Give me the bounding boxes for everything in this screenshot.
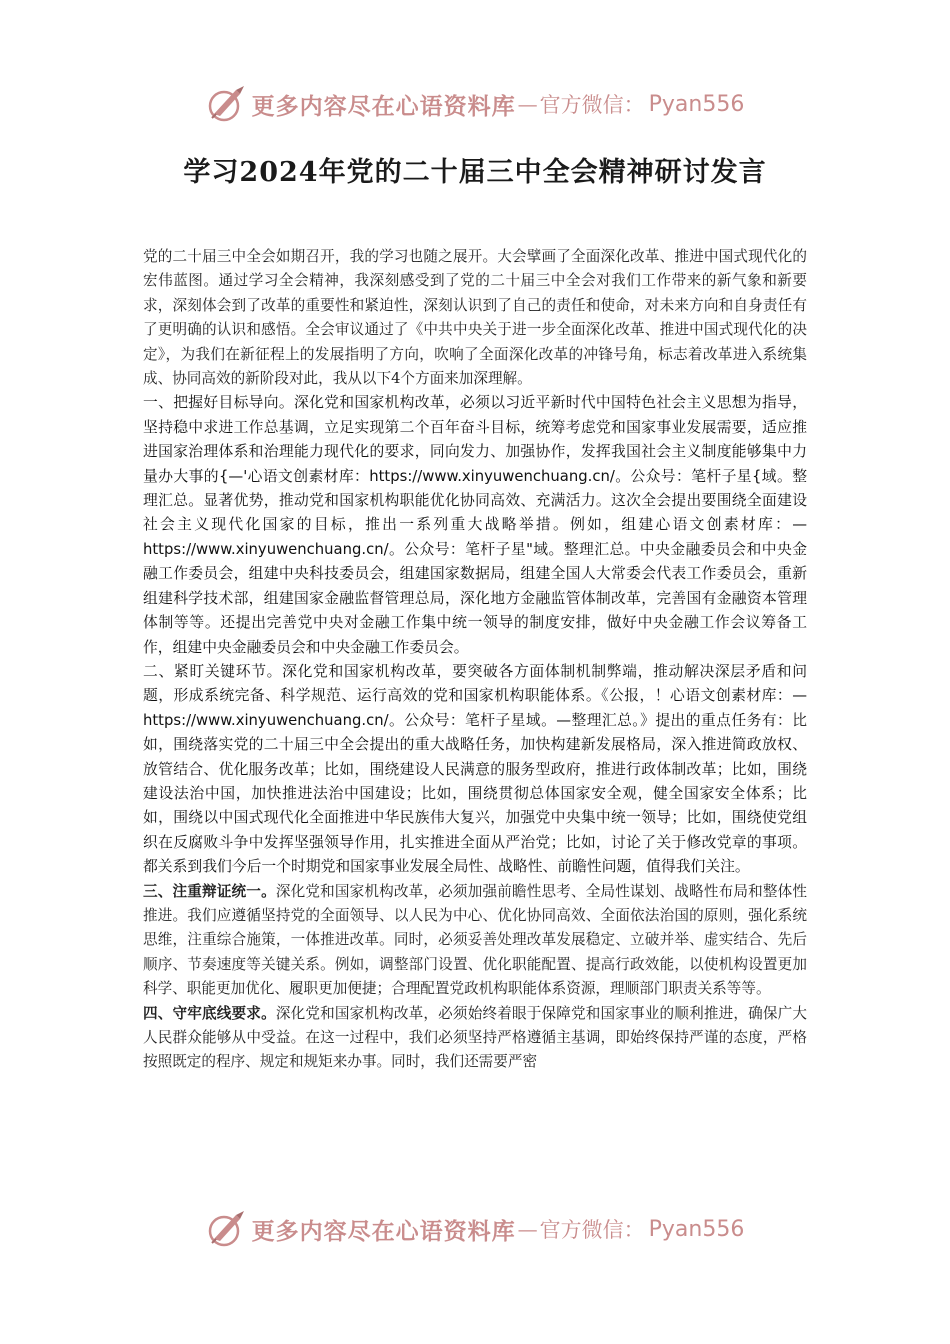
- section-3-body: 深化党和国家机构改革，必须加强前瞻性思考、全局性谋划、战略性布局和整体性推进。我们应遵循坚持党的全面领导、以人民为中心、优化协同高效、全面依法治国的原则，强化系统思维，注重综合施策，一体推进改革。同时，必须妥善处理改革发展稳定、立破并举、虚实结合、先后顺序、节奏速度等关键关系。例如，调整部门设置、优化职能配置、提高行政效能，以使机构设置更加科学、职能更加优化、履职更加便捷；合理配置党政机构职能体系资源，理顺部门职责关系等等。: [143, 882, 807, 998]
- banner-wechat-id: Pyan556: [648, 1216, 745, 1242]
- section-4-body: 深化党和国家机构改革，必须始终着眼于保障党和国家事业的顺利推进，确保广大人民群众能够从中受益。在这一过程中，我们必须坚持严格遵循主基调，即始终保持严谨的态度，严格按照既定的程序、规定和规矩来办事。同时，我们还需要严密: [143, 1004, 807, 1071]
- document-body: [143, 245, 807, 1075]
- quill-logo-icon: [206, 1209, 246, 1249]
- footer-banner: [0, 1207, 950, 1251]
- quill-logo-icon: [206, 84, 246, 124]
- section-4-heading: 四、守牢底线要求。: [143, 1004, 276, 1022]
- banner-text: 更多内容尽在心语资料库: [251, 1217, 516, 1245]
- section-3-heading: 三、注重辩证统一。: [143, 882, 276, 900]
- section-1-paragraph: 一、把握好目标导向。深化党和国家机构改革，必须以习近平新时代中国特色社会主义思想为指导，坚持稳中求进工作总基调，立足实现第二个百年奋斗目标，统筹考虑党和国家事业发展需要，适应推进国家治理体系和治理能力现代化的要求，同向发力、加强协作，发挥我国社会主义制度能够集中力量办大事的{—'心语文创素材库：https://www.xinyuwenchuang.cn/。公众号：笔杆子星{域。整理汇总。显著优势，推动党和国家机构职能优化协同高效、充满活力。这次全会提出要围绕全面建设社会主义现代化国家的目标，推出一系列重大战略举措。例如，组建心语文创素材库：—https://www.xinyuwenchuang.cn/。公众号：笔杆子星"域。整理汇总。中央金融委员会和中央金融工作委员会，组建中央科技委员会，组建国家数据局，组建全国人大常委会代表工作委员会，重新组建科学技术部，组建国家金融监督管理总局，深化地方金融监管体制改革，完善国有金融资本管理体制等等。还提出完善党中央对金融工作集中统一领导的制度安排，做好中央金融工作会议筹备工作，组建中央金融委员会和中央金融工作委员会。: [143, 394, 807, 656]
- banner-separator: —: [517, 1217, 538, 1241]
- banner-wechat-label: 官方微信：: [539, 93, 645, 117]
- banner-wechat-label: 官方微信：: [539, 1218, 645, 1242]
- banner-wechat-id: Pyan556: [648, 91, 745, 117]
- document-title: 学习2024年党的二十届三中全会精神研讨发言: [183, 157, 767, 188]
- section-4-paragraph: [143, 1002, 807, 1075]
- intro-paragraph: 党的二十届三中全会如期召开，我的学习也随之展开。大会擘画了全面深化改革、推进中国式现代化的宏伟蓝图。通过学习全会精神，我深刻感受到了党的二十届三中全会对我们工作带来的新气象和新要求，深刻体会到了改革的重要性和紧迫性，深刻认识到了自己的责任和使命，对未来方向和自身责任有了更明确的认识和感悟。全会审议通过了《中共中央关于进一步全面深化改革、推进中国式现代化的决定》，为我们在新征程上的发展指明了方向，吹响了全面深化改革的冲锋号角，标志着改革进入系统集成、协同高效的新阶段对此，我从以下4个方面来加深理解。: [143, 248, 807, 388]
- section-3-paragraph: [143, 880, 807, 1002]
- header-banner: [0, 82, 950, 126]
- banner-separator: —: [517, 92, 538, 116]
- section-2-paragraph: 二、紧盯关键环节。深化党和国家机构改革，要突破各方面体制机制弊端，推动解决深层矛盾和问题，形成系统完备、科学规范、运行高效的党和国家机构职能体系。《公报，！心语文创素材库：—https://www.xinyuwenchuang.cn/。公众号：笔杆子星域。—整理汇总。》提出的重点任务有：比如，围绕落实党的二十届三中全会提出的重大战略任务，加快构建新发展格局，深入推进简政放权、放管结合、优化服务改革；比如，围绕建设人民满意的服务型政府，推进行政体制改革；比如，围绕建设法治中国，加快推进法治中国建设；比如，围绕贯彻总体国家安全观，健全国家安全体系；比如，围绕以中国式现代化全面推进中华民族伟大复兴，加强党中央集中统一领导；比如，围绕使党组织在反腐败斗争中发挥坚强领导作用，扎实推进全面从严治党；比如，讨论了关于修改党章的事项。都关系到我们今后一个时期党和国家事业发展全局性、战略性、前瞻性问题，值得我们关注。: [143, 662, 807, 876]
- banner-text: 更多内容尽在心语资料库: [251, 92, 516, 120]
